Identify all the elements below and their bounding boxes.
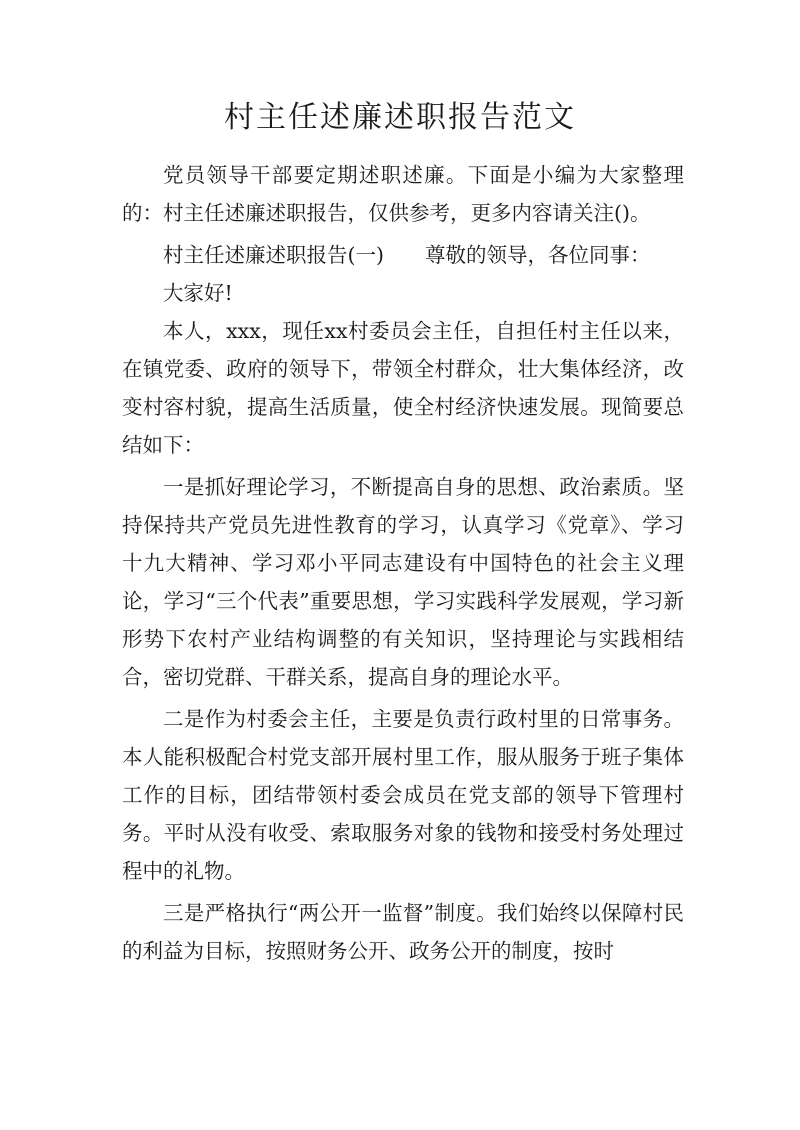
document-title: 村主任述廉述职报告范文 — [224, 100, 576, 135]
paragraph-point-two: 二是作为村委会主任，主要是负责行政村里的日常事务。本人能积极配合村党支部开展村里工作，服从服务于班子集体工作的目标，团结带领村委会成员在党支部的领导下管理村务。平时从没有收受、索取服务对象的钱物和接受村务处理过程中的礼物。 — [122, 707, 684, 883]
paragraph-intro: 党员领导干部要定期述职述廉。下面是小编为大家整理的：村主任述廉述职报告，仅供参考，更多内容请关注()。 — [122, 163, 684, 225]
document-body — [122, 156, 684, 970]
paragraph-self-intro: 本人，xxx，现任xx村委员会主任，自担任村主任以来，在镇党委、政府的领导下，带领全村群众，壮大集体经济，改变村容村貌，提高生活质量，使全村经济快速发展。现简要总结如下： — [122, 319, 684, 457]
paragraph-point-one: 一是抓好理论学习，不断提高自身的思想、政治素质。坚持保持共产党员先进性教育的学习，认真学习《党章》、学习十九大精神、学习邓小平同志建设有中国特色的社会主义理论，学习“三个代表”重要思想，学习实践科学发展观，学习新形势下农村产业结构调整的有关知识，坚持理论与实践相结合，密切党群、干群关系，提高自身的理论水平。 — [122, 475, 684, 689]
paragraph-point-three: 三是严格执行“两公开一监督”制度。我们始终以保障村民的利益为目标，按照财务公开、政务公开的制度，按时 — [122, 901, 684, 963]
paragraph-heading: 村主任述廉述职报告(一) 尊敬的领导，各位同事： — [163, 243, 651, 267]
paragraph-greeting: 大家好! — [163, 281, 233, 305]
